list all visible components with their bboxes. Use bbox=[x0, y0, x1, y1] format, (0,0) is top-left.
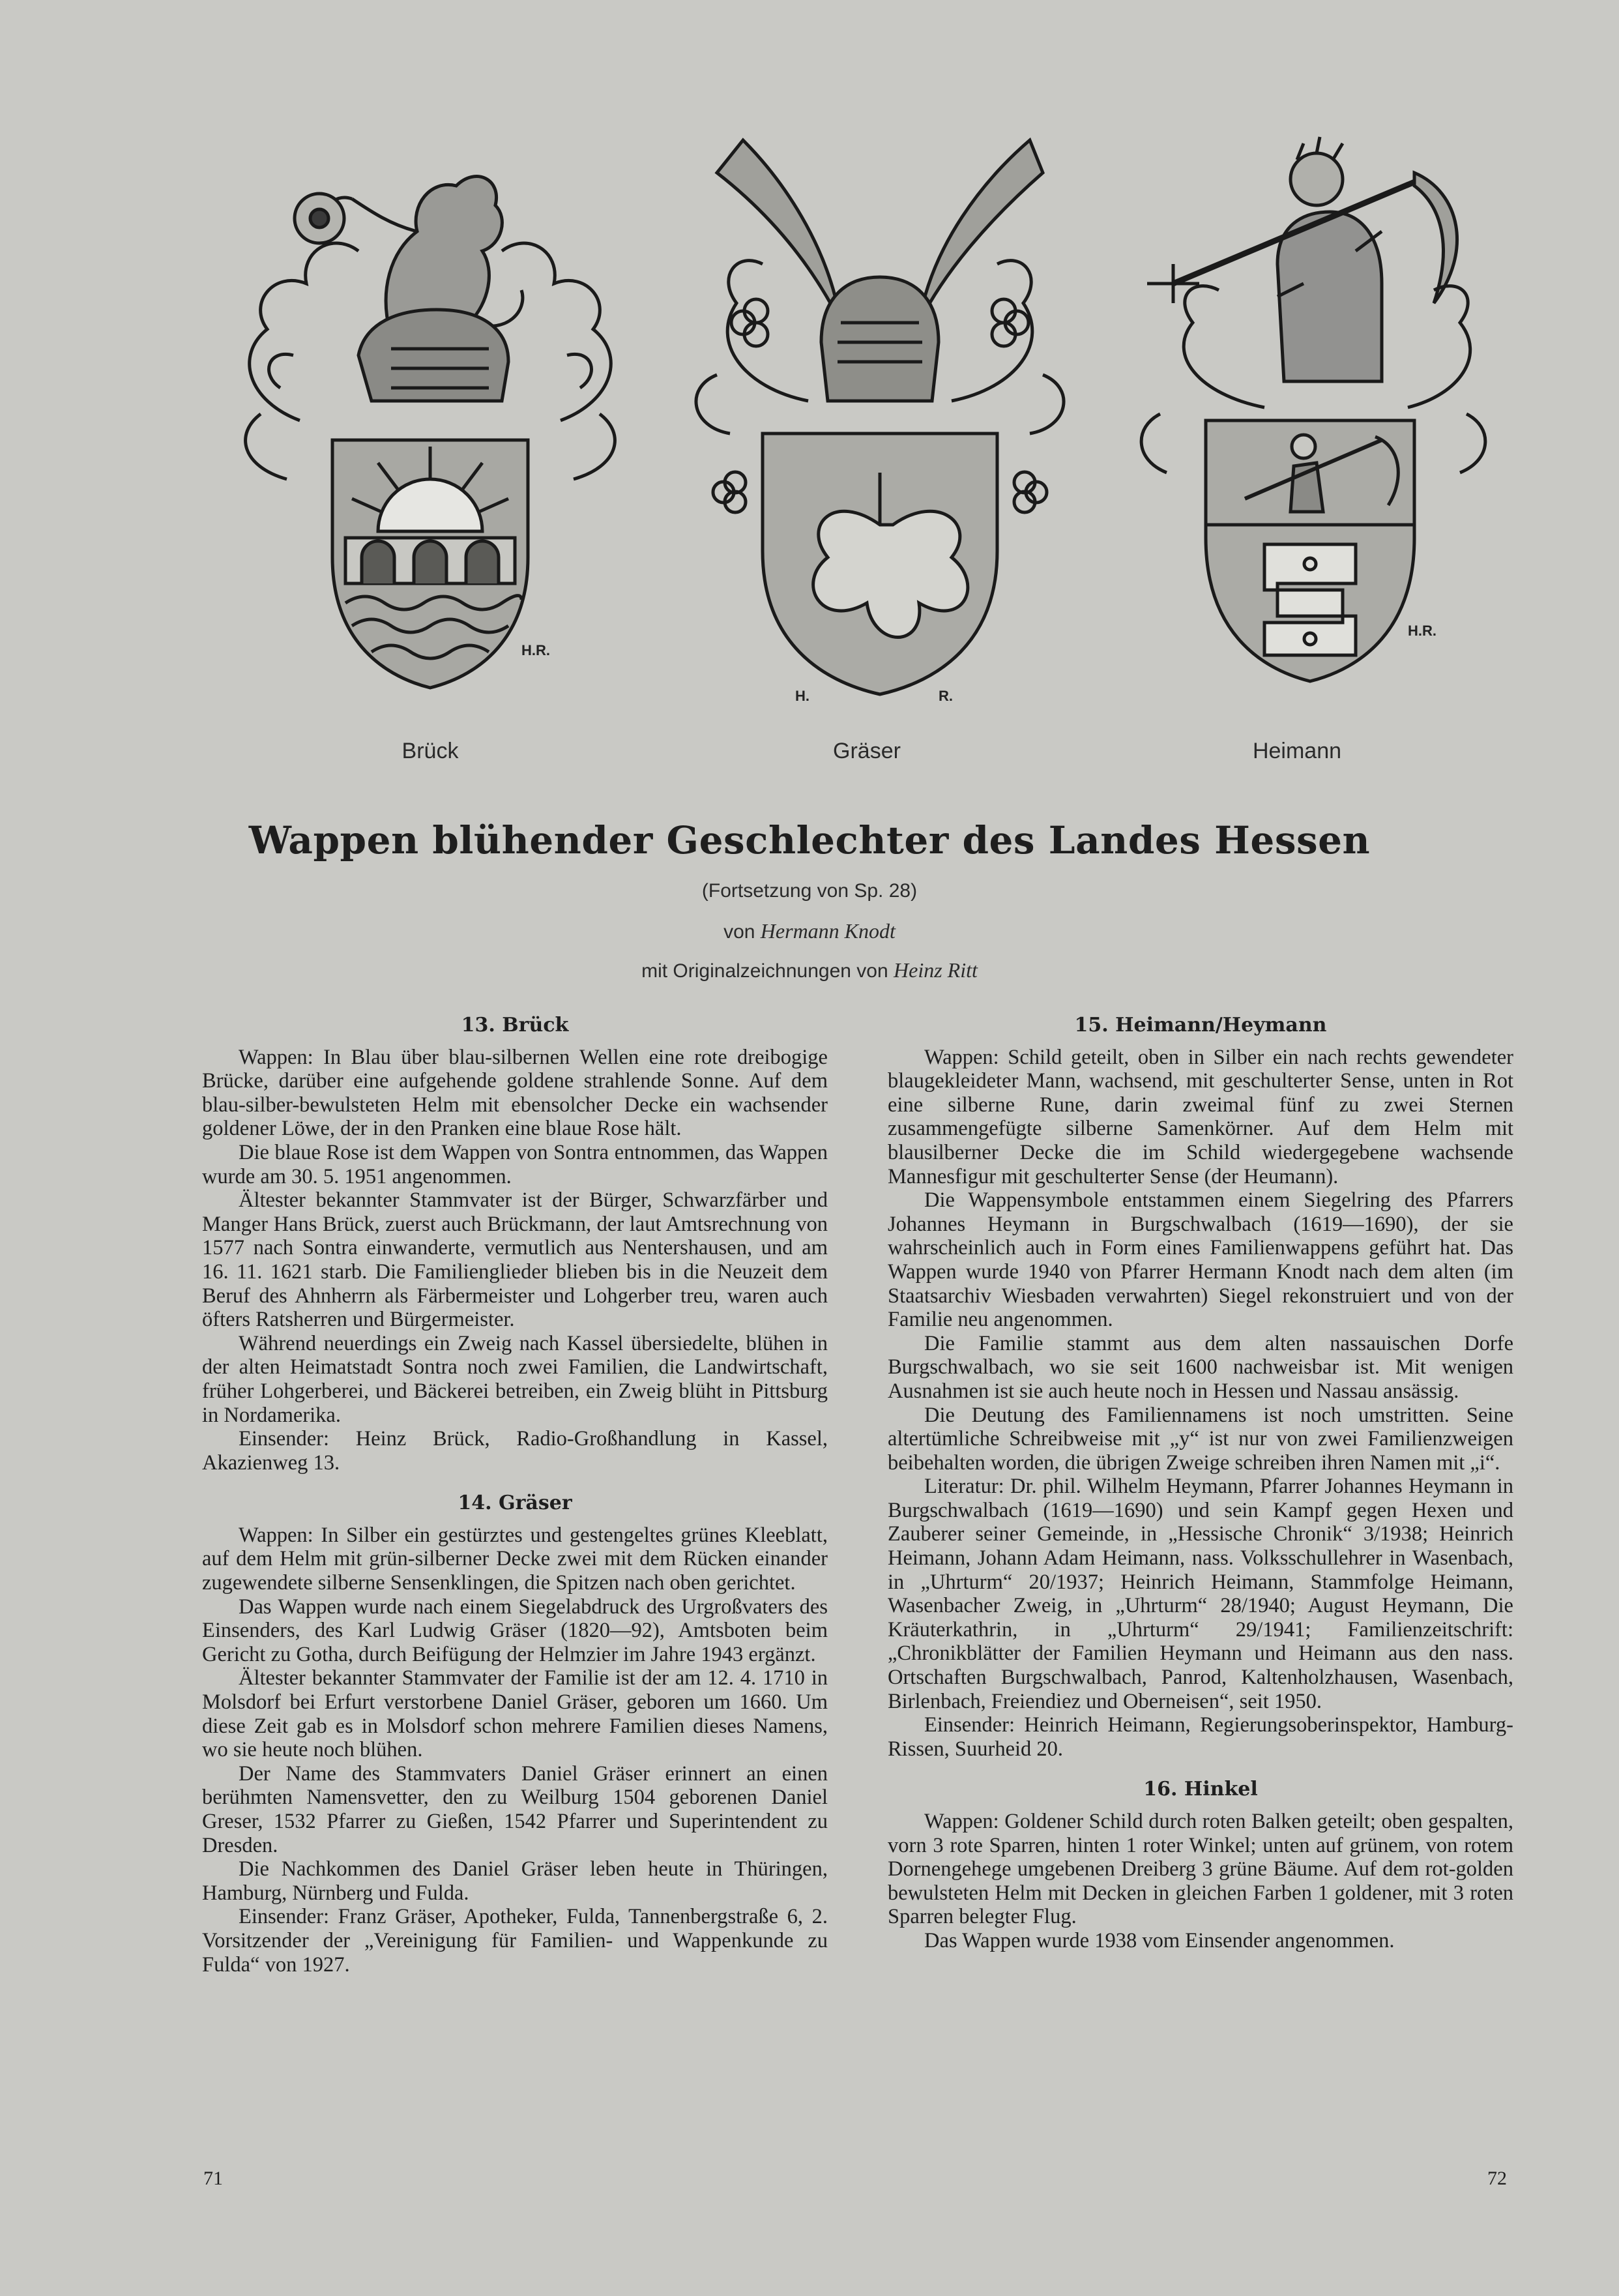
graeser-initial-right: R. bbox=[939, 688, 953, 704]
graeser-arms-drawing bbox=[678, 127, 1069, 714]
paragraph: Ältester bekannter Stammvater der Familie ist der am 12. 4. 1710 in Molsdorf bei Erfurt verstorbene Daniel Gräser, geboren um 1660. Um diese Zeit gab es in Molsdorf schon mehrere Familien dieses Namens, wo sie heute noch blühen. bbox=[202, 1666, 828, 1762]
coat-of-arms-brueck bbox=[222, 140, 639, 763]
page-number-right: 72 bbox=[1487, 2168, 1507, 2189]
paragraph: Ältester bekannter Stammvater ist der Bürger, Schwarzfärber und Manger Hans Brück, zuerst auch Brückmann, der laut Amtsrechnung von 1577 nach Sontra einwanderte, vermutlich aus Nentershausen, und am 16. 11. 1621 starb. Die Familienglieder blieben bis in die Neuzeit dem Beruf des Ahnherrn als Färbermeister und Lohgerber treu, waren auch öfters Ratsherren und Bürgermeister. bbox=[202, 1188, 828, 1332]
author-line bbox=[0, 919, 1619, 943]
paragraph: Die Wappensymbole entstammen einem Siegelring des Pfarrers Johannes Heymann in Burgschwalbach (1619—1690), der sie wahrscheinlich auch in Form eines Familienwappens geführt hat. Das Wappen wurde 1940 von Pfarrer Hermann Knodt nach dem alten (im Staatsarchiv Wiesbaden verwahrten) Siegel rekonstruiert und von der Familie neu angenommen. bbox=[888, 1188, 1513, 1332]
section-brueck bbox=[202, 1014, 828, 1475]
illustrator-line bbox=[0, 958, 1619, 982]
paragraph: Wappen: Goldener Schild durch roten Balken geteilt; oben gespalten, vorn 3 rote Sparren, hinten 1 roter Winkel; unten auf grünem, von rotem Dornengehege umgebenen Dreiberg 3 grüne Bäume. Auf dem rot-golden bewulsteten Helm mit Decken in gleichen Farben 1 goldener, mit 3 roten Sparren belegter Flug. bbox=[888, 1810, 1513, 1929]
section-hinkel bbox=[888, 1778, 1513, 1952]
author-prefix: von bbox=[723, 921, 755, 943]
brueck-artist-initials: H.R. bbox=[521, 642, 550, 658]
paragraph: Wappen: In Blau über blau-silbernen Wellen eine rote dreibogige Brücke, darüber eine aufgehende goldene strahlende Sonne. Auf dem blau-silber-bewulsteten Helm mit ebensolcher Decke ein wachsender goldener Löwe, der in den Pranken eine blaue Rose hält. bbox=[202, 1045, 828, 1141]
continuation-note: (Fortsetzung von Sp. 28) bbox=[701, 880, 918, 902]
right-column bbox=[888, 1014, 1513, 1953]
paragraph: Während neuerdings ein Zweig nach Kassel übersiedelte, blühen in der alten Heimatstadt Sontra noch zwei Familien, die Landwirtschaft, früher Lohgerberei, und Bäckerei betreiben, ein Zweig blüht in Pittsburg in Nordamerika. bbox=[202, 1331, 828, 1427]
graeser-initial-left: H. bbox=[795, 688, 810, 704]
paragraph: Einsender: Heinrich Heimann, Regierungsoberinspektor, Hamburg-Rissen, Suurheid 20. bbox=[888, 1713, 1513, 1761]
section-graeser bbox=[202, 1492, 828, 1977]
brueck-caption: Brück bbox=[401, 739, 459, 763]
graeser-caption: Gräser bbox=[833, 739, 901, 763]
page-number-left: 71 bbox=[203, 2168, 223, 2189]
paragraph: Der Name des Stammvaters Daniel Gräser erinnert an einen berühmten Namensvetter, den zu Weilburg 1504 geborenen Daniel Greser, 1532 Pfarrer zu Gießen, 1542 Pfarrer und Superintendent zu Dresden. bbox=[202, 1761, 828, 1857]
paragraph: Wappen: In Silber ein gestürztes und gestengeltes grünes Kleeblatt, auf dem Helm mit grün-silberner Decke zwei mit dem Rücken einander zugewendete silberne Sensenklingen, die Spitzen nach oben gerichtet. bbox=[202, 1523, 828, 1595]
brueck-arms-drawing bbox=[222, 140, 639, 701]
paragraph: Einsender: Franz Gräser, Apotheker, Fulda, Tannenbergstraße 6, 2. Vorsitzender der „Vereinigung für Familien- und Wappenkunde zu Fulda“ von 1927. bbox=[202, 1905, 828, 1977]
section-heading: 13. Brück bbox=[461, 1014, 569, 1037]
section-heimann bbox=[888, 1014, 1513, 1761]
paragraph: Die Familie stammt aus dem alten nassauischen Dorfe Burgschwalbach, wo sie seit 1600 nachweisbar ist. Mit wenigen Ausnahmen ist sie auch heute noch in Hessen und Nassau ansässig. bbox=[888, 1331, 1513, 1403]
paragraph: Literatur: Dr. phil. Wilhelm Heymann, Pfarrer Johannes Heymann in Burgschwalbach (1619—1690) und sein Kampf gegen Hexen und Zauberer seiner Gemeinde, in „Hessische Chronik“ 3/1938; Heinrich Heimann, Johann Adam Heimann, nass. Volksschullehrer in Wasenbach, in „Uhrturm“ 20/1937; Heinrich Heimann, Stammfolge Heimann, Wasenbacher Zweig, in „Uhrturm“ 28/1940; August Heymann, Die Kräuterkathrin, in „Uhrturm“ 29/1941; Familienzeitschrift: „Chronikblätter der Familien Heymann und Heimann aus den nass. Ortschaften Burgschwalbach, Panrod, Kaltenholzhausen, Wasenbach, Birlenbach, Freiendiez und Oberneisen“, seit 1950. bbox=[888, 1475, 1513, 1713]
section-heading: 15. Heimann/Heymann bbox=[1074, 1014, 1327, 1037]
section-heading: 14. Gräser bbox=[458, 1492, 572, 1515]
coat-of-arms-graeser bbox=[678, 127, 1069, 763]
coat-of-arms-heimann bbox=[1108, 134, 1499, 763]
paragraph: Einsender: Heinz Brück, Radio-Großhandlung in Kassel, Akazienweg 13. bbox=[202, 1427, 828, 1475]
illustrator-prefix: mit Originalzeichnungen von bbox=[641, 960, 888, 982]
coats-of-arms-illustration bbox=[0, 127, 1619, 779]
paragraph: Die Nachkommen des Daniel Gräser leben heute in Thüringen, Hamburg, Nürnberg und Fulda. bbox=[202, 1857, 828, 1905]
illustrator-name: Heinz Ritt bbox=[894, 958, 978, 982]
paragraph: Die Deutung des Familiennamens ist noch umstritten. Seine altertümliche Schreibweise mit „y“ ist nur von zwei Familienzweigen beibehalten worden, die übrigen Zweige schreiben ihren Namen mit „i“. bbox=[888, 1403, 1513, 1475]
paragraph: Das Wappen wurde 1938 vom Einsender angenommen. bbox=[924, 1928, 1395, 1952]
paragraph: Die blaue Rose ist dem Wappen von Sontra entnommen, das Wappen wurde am 30. 5. 1951 angenommen. bbox=[202, 1140, 828, 1188]
paragraph: Wappen: Schild geteilt, oben in Silber ein nach rechts gewendeter blaugekleideter Mann, wachsend, mit geschulterter Sense, unten in Rot eine silberne Rune, darin zweimal fünf zu zwei Sternen zusammengefügte silberne Samenkörner. Auf dem Helm mit blausilberner Decke die im Schild wiedergegebene wachsende Mannesfigur mit geschulterter Sense (der Heumann). bbox=[888, 1045, 1513, 1188]
heimann-arms-drawing bbox=[1108, 134, 1499, 694]
heimann-caption: Heimann bbox=[1252, 739, 1342, 763]
paragraph: Das Wappen wurde nach einem Siegelabdruck des Urgroßvaters des Einsenders, des Karl Ludwig Gräser (1820—92), Amtsboten beim Gericht zu Gotha, durch Beifügung der Helmzier im Jahre 1943 ergänzt. bbox=[202, 1595, 828, 1666]
author-name: Hermann Knodt bbox=[760, 919, 896, 943]
section-heading: 16. Hinkel bbox=[1143, 1778, 1258, 1801]
article-title: Wappen blühender Geschlechter des Landes Hessen bbox=[248, 818, 1371, 862]
heimann-artist-initials: H.R. bbox=[1408, 623, 1437, 639]
left-column bbox=[202, 1014, 828, 1977]
